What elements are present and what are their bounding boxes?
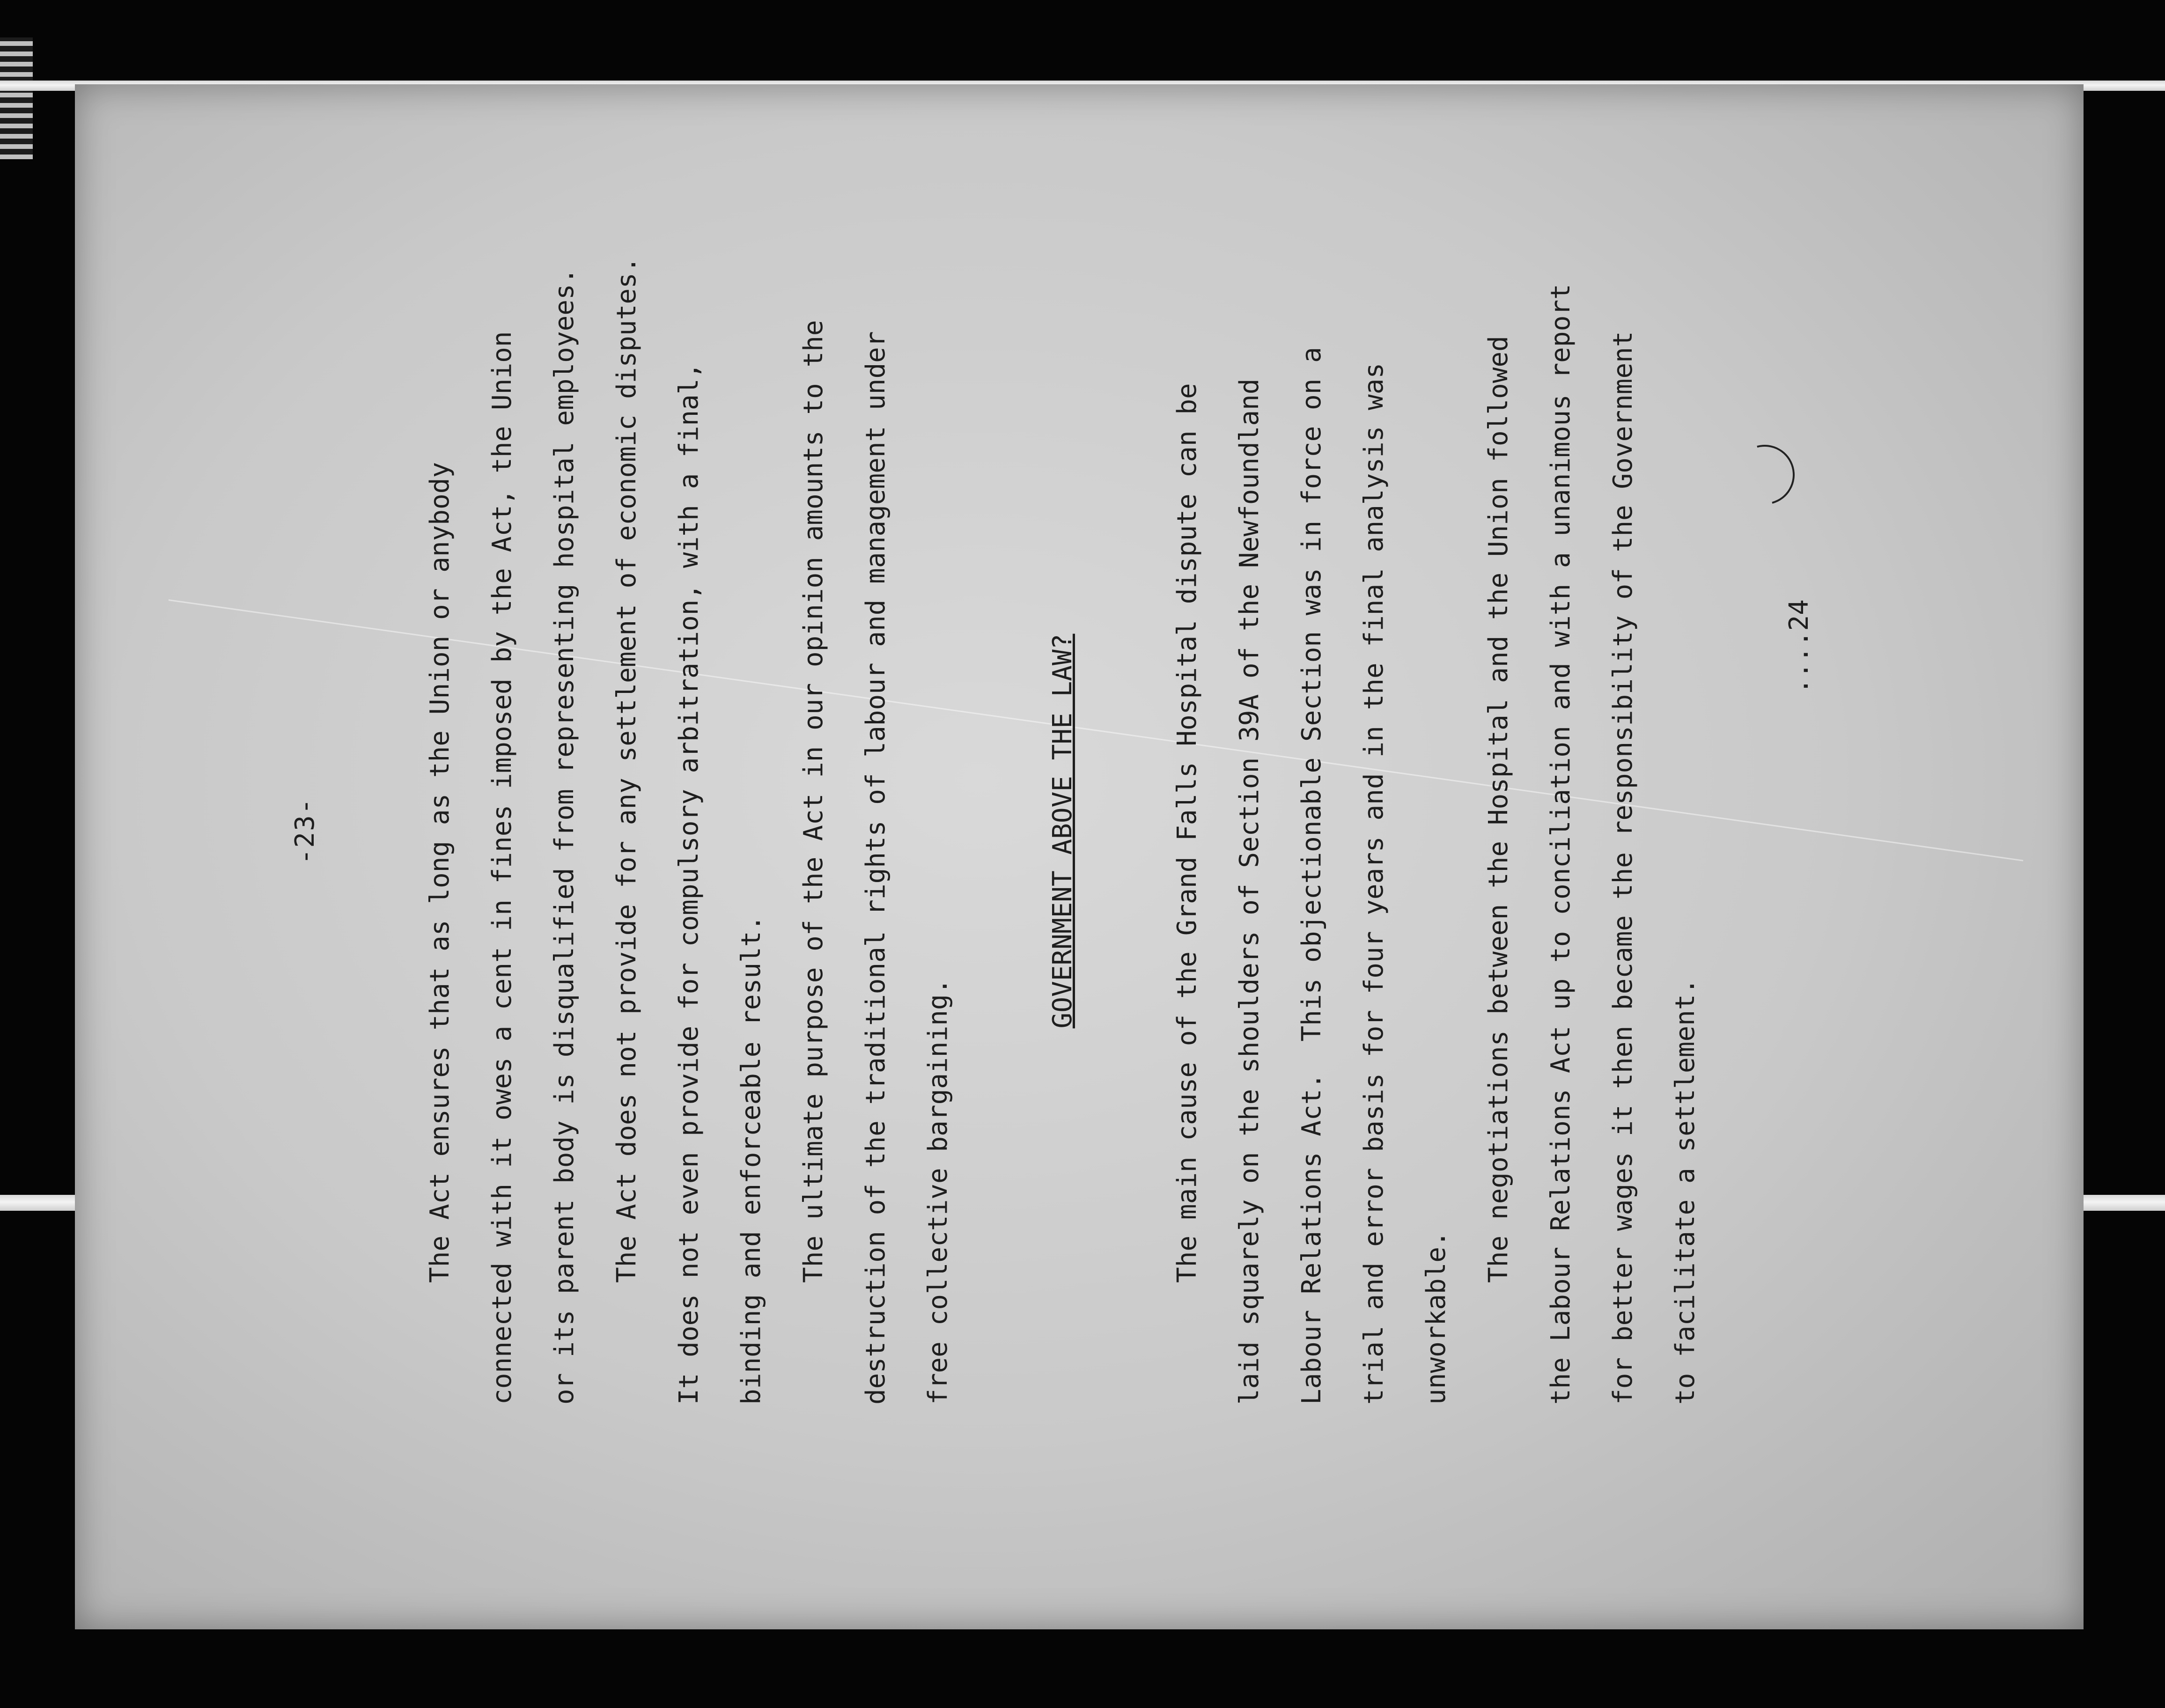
text-line: The ultimate purpose of the Act in our opinion amounts to the — [798, 320, 829, 1283]
paragraph-5 — [1467, 258, 1716, 1405]
text-line: The negotiations between the Hospital and the Union followed — [1483, 336, 1514, 1283]
paragraph-4 — [1156, 258, 1467, 1405]
text-line: trial and error basis for four years and in the final analysis was — [1359, 362, 1389, 1405]
paragraph-1 — [409, 258, 596, 1405]
text-line: free collective bargaining. — [923, 978, 953, 1405]
text-line: to facilitate a settlement. — [1670, 978, 1701, 1405]
section-heading: GOVERNMENT ABOVE THE LAW? — [1047, 633, 1078, 1029]
text-line: connected with it owes a cent in fines imposed by the Act, the Union — [487, 331, 517, 1405]
continuation-marker: ....24 — [1784, 599, 1814, 694]
text-line: Labour Relations Act. This objectionable Section was in force on a — [1296, 347, 1327, 1405]
text-line: unworkable. — [1421, 1231, 1451, 1405]
text-line: the Labour Relations Act up to conciliation and with a unanimous report — [1546, 284, 1576, 1405]
text-line: The Act does not provide for any settlement of economic disputes. — [611, 257, 642, 1283]
text-line: It does not even provide for compulsory arbitration, with a final, — [674, 362, 704, 1405]
text-line: The Act ensures that as long as the Union or anybody — [425, 462, 455, 1283]
text-line: The main cause of the Grand Falls Hospital dispute can be — [1172, 383, 1202, 1283]
page-number: -23- — [290, 797, 320, 865]
text-line: for better wages it then became the responsibility of the Government — [1608, 331, 1638, 1405]
paragraph-3 — [782, 258, 969, 1405]
paragraph-2 — [596, 258, 782, 1405]
text-line: laid squarely on the shoulders of Section 39A of the Newfoundland — [1234, 378, 1265, 1405]
text-line: destruction of the traditional rights of labour and management under — [861, 331, 891, 1405]
film-edge-mark — [0, 37, 33, 159]
text-line: or its parent body is disqualified from representing hospital employees. — [549, 268, 580, 1405]
text-line: binding and enforceable result. — [736, 915, 766, 1405]
typewritten-page — [274, 257, 1814, 1405]
